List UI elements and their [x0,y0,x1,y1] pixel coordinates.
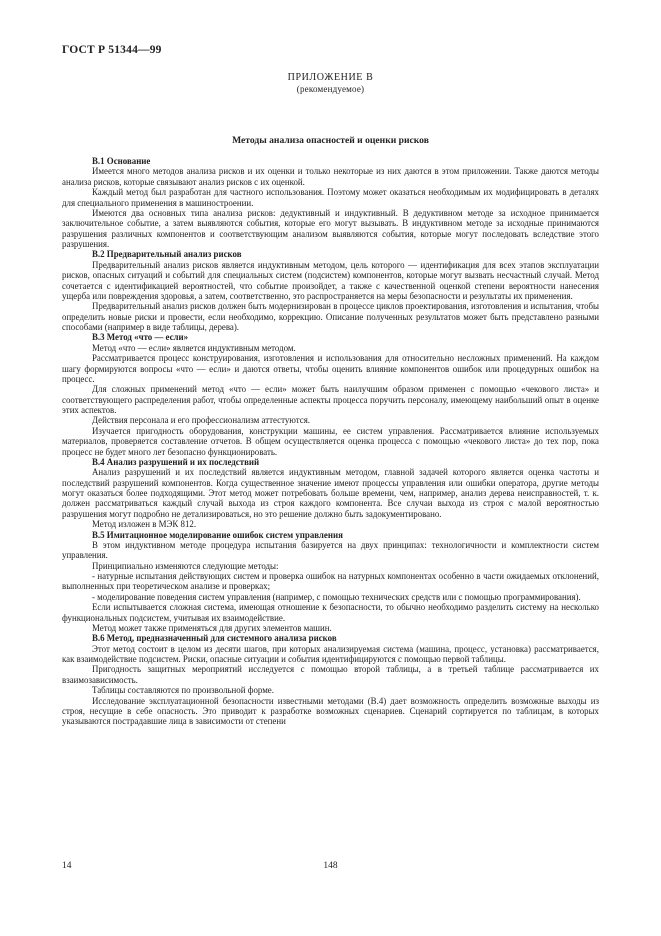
section-heading: В.3 Метод «что — если» [92,332,189,343]
section-heading: В.1 Основание [92,156,151,166]
appendix-subtitle: (рекомендуемое) [296,84,365,94]
body-paragraph: Принципиально изменяются следующие методы: [92,560,279,571]
section-heading: В.2 Предварительный анализ рисков [92,249,242,260]
footer-left-number: 14 [62,861,72,871]
body-paragraph: Метод может также применяться для других элементов машин. [92,622,332,633]
appendix-title: ПРИЛОЖЕНИЕ В [287,72,374,83]
body-paragraph: Этот метод состоит в целом из десяти шагов, при которых анализируемая система (машина, процесс, установка) рассматривается, как взаимодействие подсистем. Риски, опасные ситуации и события идентифицируются с помощью первой таблицы. [62,643,599,664]
section-heading: В.4 Анализ разрушений и их последствий [92,456,260,467]
body-paragraph: Действия персонала и его профессионализм аттестуются. [92,415,311,426]
body-paragraph: Исследование эксплуатационной безопасности известными методами (В.4) дает возможность определить возможные выходы из строя, несущие в себе опасность. Это приводит к разработке возможных сценариев. Сценарий сортируется по таблицам, в которых указываются пострадавшие лица в зависимости от степени [62,695,599,727]
page-number: 148 [323,861,338,871]
document-body [62,156,599,727]
body-paragraph: Метод «что — если» является индуктивным методом. [92,342,296,353]
body-paragraph: Если испытывается сложная система, имеющая отношение к безопасности, то обычно необходимо разделить систему на несколько функциональных подсистем, учитывая их взаимодействие. [62,602,599,623]
body-paragraph: Предварительный анализ рисков должен быть модернизирован в процессе циклов проектирования, изготовления и испытания, чтобы определить новые риски и провести, если необходимо, коррекцию. Описание полученных результатов может быть представлено разными способами (например в виде таблицы, дерева). [62,301,599,332]
body-paragraph: Таблицы составляются по произвольной форме. [92,685,274,696]
body-paragraph: Для сложных применений метод «что — если» может быть наилучшим образом применен с помощью «чекового листа» и соответствующего распределения работ, чтобы определенные аспекты процесса поручить персоналу, имеющему наибольший опыт в оценке этих аспектов. [62,384,599,415]
section-heading: В.5 Имитационное моделирование ошибок систем управления [92,529,343,540]
section-title: Методы анализа опасностей и оценки рисков [232,135,429,146]
document-standard-number: ГОСТ Р 51344—99 [62,44,162,56]
body-paragraph: Метод изложен в МЭК 812. [92,519,197,530]
body-paragraph: Пригодность защитных мероприятий исследуется с помощью второй таблицы, а в третьей таблице рассматривается их взаимозависимость. [62,664,599,685]
body-paragraph: Предварительный анализ рисков является индуктивным методом, цель которого — идентификация для всех этапов эксплуатации рисков, опасных ситуаций и событий для специальных систем (подсистем) компонентов, которые могут вызвать несчастный случай. Метод сочетается с идентификацией вероятностей, что событие произойдет, а также с качественной оценкой степени вероятности нанесения ущерба или повреждения здоровья, а затем, соответственно, это распространяется на меры безопасности и результаты их применения. [62,259,599,301]
body-paragraph: - моделирование поведения систем управления (например, с помощью технических средств или с помощью программирования). [92,591,581,602]
body-paragraph: Изучается пригодность оборудования, конструкции машины, ее систем управления. Рассматривается влияние используемых материалов, проверяется составление отчетов. В общем осуществляется оценка процесса с помощью «чекового листа» до тех пор, пока процесс не будет много лет безопасно функционировать. [62,425,599,457]
body-paragraph: Анализ разрушений и их последствий является индуктивным методом, главной задачей которого является оценка частоты и последствий разрушений компонентов. Когда существенное значение имеют процессы управления или ошибки оператора, другие методы могут оказаться более подходящими. Этот метод может потребовать больше времени, чем, например, анализ дерева неисправностей, т. к. должен рассматриваться каждый случай выхода из строя каждого компонента. Все случаи выхода из строя с малой вероятностью разрушения могут подробно не детализироваться, но это решение должно быть задокументировано. [62,467,599,519]
body-paragraph: Каждый метод был разработан для частного использования. Поэтому может оказаться необходимым их модифицировать в деталях для специального применения в машиностроении. [62,187,599,208]
body-paragraph: Рассматривается процесс конструирования, изготовления и использования для относительно несложных применений. На каждом шагу формируются вопросы «что — если» и даются ответы, чтобы оценить влияние компонентов ошибок или процедурных ошибок на процесс. [62,353,599,384]
body-paragraph: Имеются два основных типа анализа рисков: дедуктивный и индуктивный. В дедуктивном методе за исходное принимается заключительное событие, а затем выявляются события, которые его могут вызывать. В индуктивном методе за исходные принимаются разрушения различных компонентов и соответствующим анализом выявляются события, которые могут последовать вследствие этого разрушения. [62,207,599,249]
section-heading: В.6 Метод, предназначенный для системного анализа рисков [92,633,337,644]
body-paragraph: В этом индуктивном методе процедура испытания базируется на двух принципах: технологичности и комплектности систем управления. [62,539,599,561]
body-paragraph: - натурные испытания действующих систем и проверка ошибок на натурных компонентах особенно в части ожидаемых отклонений, выполненных при теоретическом анализе и проверках; [62,571,599,592]
body-paragraph: Имеется много методов анализа рисков и их оценки и только некоторые из них даются в этом приложении. Также даются методы анализа рисков, которые связывают анализ рисков с их оценкой. [62,166,599,187]
